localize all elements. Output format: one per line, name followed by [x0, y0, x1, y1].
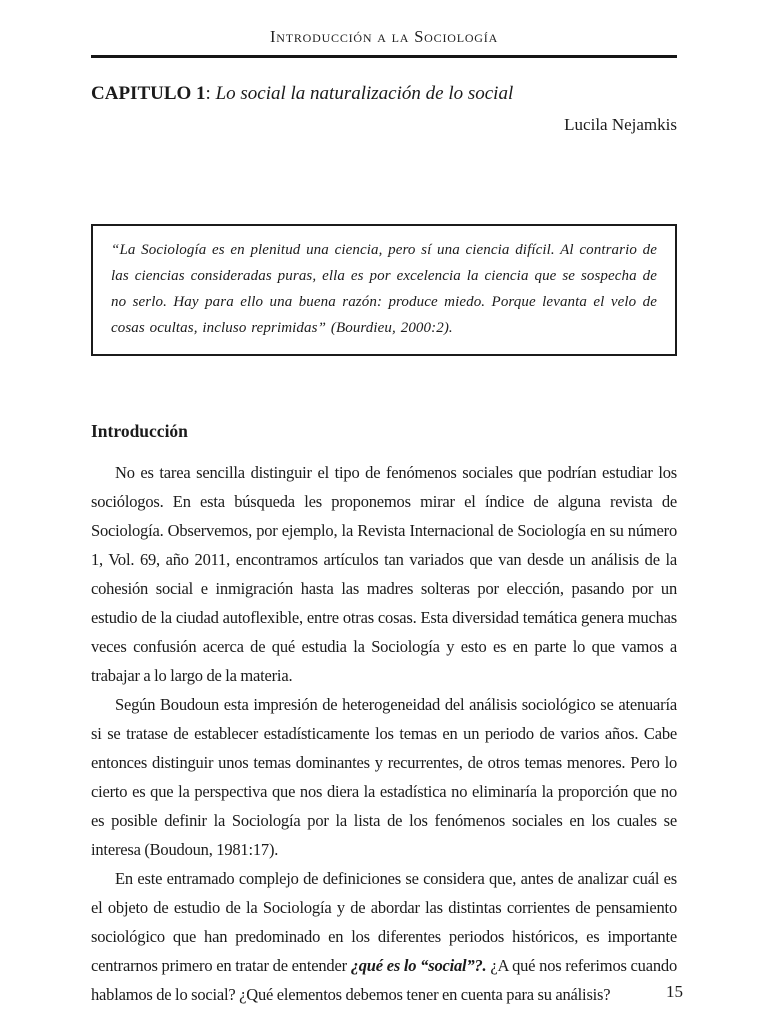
paragraph-3-emphasis: ¿qué es lo “social”?.: [350, 956, 487, 975]
running-header-text: Introducción a la Sociología: [269, 27, 499, 46]
paragraph-1: No es tarea sencilla distinguir el tipo de fenómenos sociales que podrían estudiar los sociólogos. En esta búsqueda les proponemos mirar el índice de alguna revista de Sociología. Observemos, por ejemplo, la Revista Internacional de Sociología en su número 1, Vol. 69, año 2011, encontramos artículos tan variados que van desde un análisis de la cohesión social e inmigración hasta las madres solteras por elección, pasando por un estudio de la ciudad autoflexible, entre otras cosas. Esta diversidad temática genera muchas veces confusión acerca de qué estudia la Sociología y esto es en parte lo que vamos a trabajar a lo largo de la materia.: [91, 463, 677, 685]
author-name: Lucila Nejamkis: [564, 115, 677, 134]
epigraph-text: “La Sociología es en plenitud una ciencia, pero sí una ciencia difícil. Al contrario de las ciencias consideradas puras, ella es por excelencia la ciencia que se sospecha de no serlo. Hay para ello una buena razón: produce miedo. Porque levanta el velo de cosas ocultas, incluso reprimidas” (Bourdieu, 2000:2).: [111, 242, 657, 336]
paragraph-2: Según Boudoun esta impresión de heterogeneidad del análisis sociológico se atenuaría si se tratase de establecer estadísticamente los temas en un periodo de varios años. Cabe entonces distinguir unos temas dominantes y recurrentes, de otros temas menores. Pero lo cierto es que la perspectiva que nos diera la estadística no eliminaría la proporción que no es posible definir la Sociología por la lista de los fenómenos sociales en los cuales se interesa (Boudoun, 1981:17).: [91, 695, 677, 859]
chapter-label: CAPITULO 1: [91, 83, 206, 104]
header-rule: [91, 55, 677, 58]
paragraph-3-text-before: En este entramado complejo de definiciones se considera que, antes de analizar cuál es el objeto de estudio de la Sociología y de abordar las distintas corrientes de pensamiento sociológico que han predominado en los diferentes periodos históricos, es importante centrarnos primero en tratar de entender: [91, 869, 677, 975]
paragraph-3-text-after: ¿A qué nos referimos cuando hablamos de lo social? ¿Qué elementos debemos tener en cuenta para su análisis?: [91, 956, 677, 1004]
chapter-separator: :: [205, 83, 216, 104]
section-heading: Introducción: [91, 421, 188, 441]
chapter-name: Lo social la naturalización de lo social: [215, 83, 514, 104]
page-number: 15: [666, 982, 683, 1001]
running-header: [91, 28, 677, 46]
paragraph-3: [91, 864, 677, 1009]
epigraph-quote-box: [91, 224, 677, 356]
chapter-title: [91, 83, 677, 105]
